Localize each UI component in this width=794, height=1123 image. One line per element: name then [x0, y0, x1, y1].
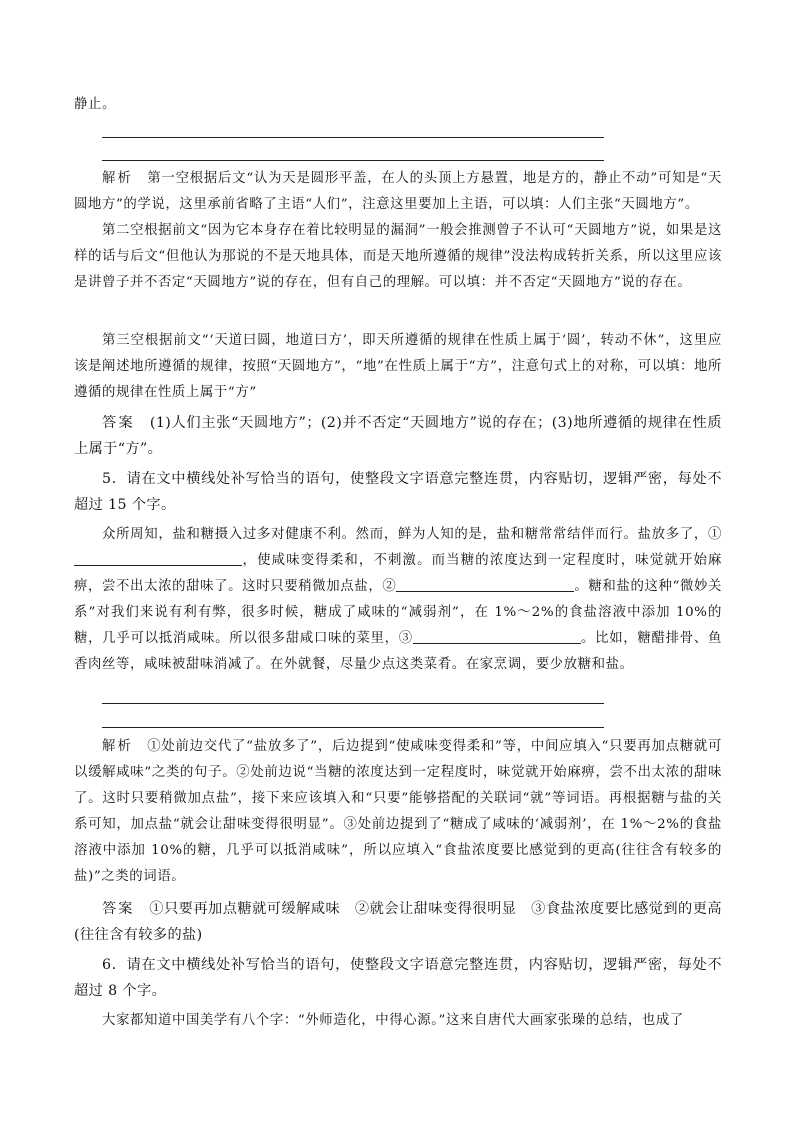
- passage-text: 。比如，糖醋排骨、鱼香肉丝等，咸味被甜味消减了。在外就餐，尽量少点这类菜肴。在家烹调，要少放糖和盐。: [74, 631, 723, 672]
- question-passage: [74, 522, 722, 678]
- blank-2[interactable]: [396, 577, 574, 592]
- analysis-label: 解析: [102, 171, 134, 186]
- passage-text: 。糖和盐的这种“微妙关系”对我们来说有利有弊，很多时候，糖成了咸味的“减弱剂”，在 1%～2%的食盐溶液中添加 10%的糖，几乎可以抵消咸味。所以很多甜咸口味的菜里，③: [74, 579, 722, 646]
- analysis-paragraph: 第三空根据前文“‘天道曰圆，地道曰方’，即天所遵循的规律在性质上属于‘圆’，转动不休”，这里应该是阐述地所遵循的规律，按照“天圆地方”，“地”在性质上属于“方”，注意句式上的对称，可以填：地所遵循的规律在性质上属于“方”: [74, 333, 722, 400]
- blank-3[interactable]: [413, 629, 581, 644]
- passage-text: 众所周知，盐和糖摄入过多对健康不利。然而，鲜为人知的是，盐和糖常常结伴而行。盐放多了，①: [102, 527, 722, 542]
- answer-paragraph: [74, 896, 722, 948]
- answer-line: [102, 160, 604, 161]
- answer-text: ①只要再加点糖就可缓解咸味 ②就会让甜味变得很明显 ③食盐浓度要比感觉到的更高(往往含有较多的盐): [74, 901, 722, 943]
- analysis-paragraph: [74, 166, 722, 218]
- analysis-paragraph: [74, 734, 722, 890]
- question-stem: 6．请在文中横线处补写恰当的语句，使整段文字语意完整连贯，内容贴切，逻辑严密，每处不超过 8 个字。: [74, 957, 722, 999]
- answer-line: [102, 727, 604, 728]
- answer-label: 答案: [102, 415, 135, 431]
- question-stem: 5．请在文中横线处补写恰当的语句，使整段文字语意完整连贯，内容贴切，逻辑严密，每处不超过 15 个字。: [74, 471, 722, 513]
- answer-text: (1)人们主张“天圆地方”；(2)并不否定“天圆地方”说的存在；(3)地所遵循的规律在性质上属于“方”。: [74, 415, 722, 457]
- analysis-paragraph: 第二空根据前文“因为它本身存在着比较明显的漏洞”一般会推测曾子不认可“天圆地方”说，如果是这样的话与后文“但他认为那说的不是天地具体，而是天地所遵循的规律”没法构成转折关系，所以这里应该是讲曾子并不否定“天圆地方”说的存在，但有自己的理解。可以填：并不否定“天圆地方”说的存在。: [74, 223, 722, 290]
- blank-1[interactable]: [74, 551, 242, 566]
- passage-text: ，使咸味变得柔和，不刺激。而当糖的浓度达到一定程度时，味觉就开始麻痹，尝不出太浓的甜味了。这时只要稍微加点盐，②: [74, 553, 722, 594]
- question-passage: 大家都知道中国美学有八个字：“外师造化，中得心源。”这来自唐代大画家张璪的总结，也成了: [102, 1013, 684, 1028]
- answer-line: [102, 137, 604, 138]
- answer-line: [102, 703, 604, 704]
- analysis-text: 第一空根据后文“认为天是圆形平盖，在人的头顶上方悬置，地是方的，静止不动”可知是“天圆地方”的学说，这里承前省略了主语“人们”，注意这里要加上主语，可以填：人们主张“天圆地方”。: [74, 171, 723, 212]
- continuation-text: 静止。: [74, 97, 116, 112]
- analysis-label: 解析: [102, 739, 134, 754]
- answer-paragraph: [74, 410, 722, 462]
- analysis-text: ①处前边交代了“盐放多了”，后边提到“使咸味变得柔和”等，中间应填入“只要再加点糖就可以缓解咸味”之类的句子。②处前边说“当糖的浓度达到一定程度时，味觉就开始麻痹，尝不出太浓的甜味了。这时只要稍微加点盐”，接下来应该填入和“只要”能够搭配的关联词“就”等词语。再根据糖与盐的关系可知，加点盐“就会让甜味变得很明显”。③处前边提到了“糖成了咸味的‘减弱剂’，在 1%～2%的食盐溶液中添加 10%的糖，几乎可以抵消咸味”，所以应填入“食盐浓度要比感觉到的更高(往往含有较多的盐)”之类的词语。: [74, 739, 723, 884]
- answer-label: 答案: [102, 901, 135, 917]
